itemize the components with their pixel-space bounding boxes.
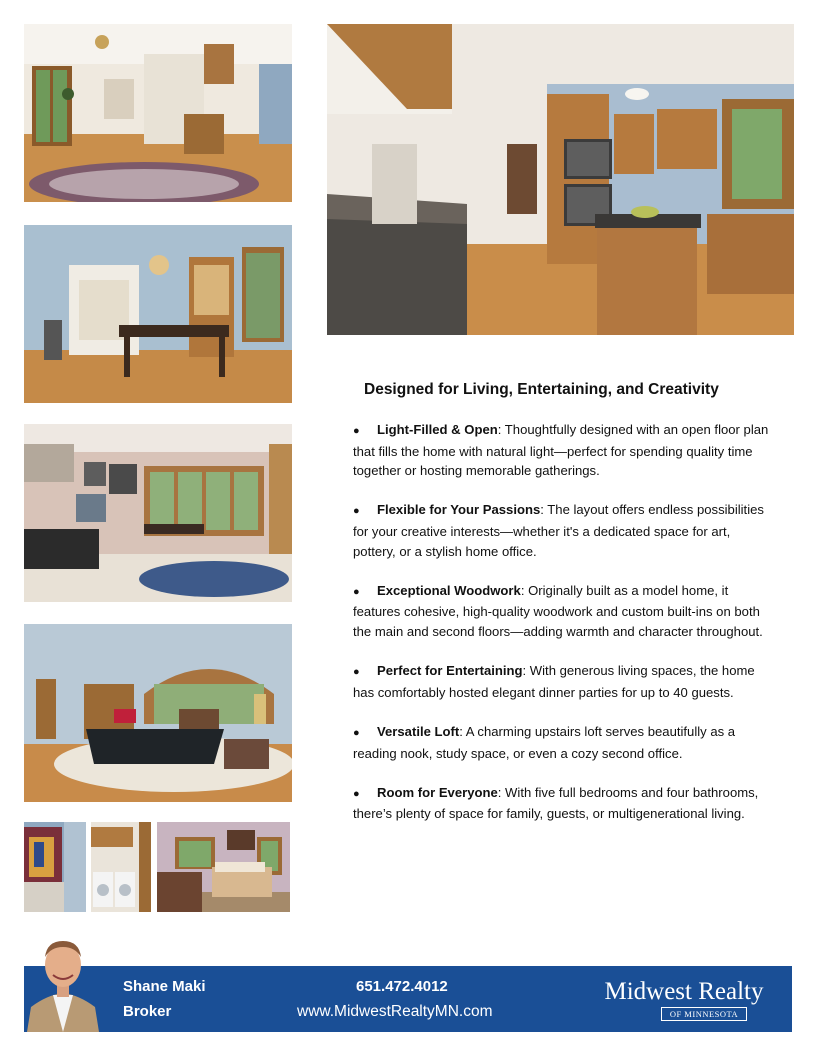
feature-text: : Originally built as a model home, it features cohesive, high-quality woodwork and custom built-ins on both the main and second floors—adding warmth and character throughout. (353, 582, 763, 639)
bullet-icon: ● (353, 787, 360, 800)
feature-text: : The layout offers endless possibilities for your creative interests—whether it's a dedicated space for art, pottery, or a stylish home office. (353, 502, 764, 559)
bullet-icon: ● (353, 726, 360, 739)
feature-item (353, 783, 773, 824)
agent-photo (27, 935, 99, 1032)
bullet-icon: ● (353, 505, 360, 518)
agent-name: Shane Maki (123, 978, 206, 995)
company-logo (598, 978, 770, 1022)
home-office-photo (24, 424, 292, 602)
logo-sub-text: OF MINNESOTA (661, 1007, 747, 1021)
feature-item (353, 420, 773, 481)
mudroom-photo (24, 822, 86, 912)
bullet-icon: ● (353, 585, 360, 598)
kitchen-photo (327, 24, 794, 335)
feature-item (353, 500, 773, 561)
feature-text: : With five full bedrooms and four bathrooms, there’s plenty of space for family, guests, or multigenerational living. (353, 784, 759, 822)
agent-phone[interactable]: 651.472.4012 (356, 978, 448, 995)
bullet-icon: ● (353, 425, 360, 437)
feature-list (353, 420, 773, 843)
feature-item (353, 722, 773, 763)
foyer-photo (24, 24, 292, 202)
section-headline: Designed for Living, Entertaining, and Creativity (364, 381, 719, 398)
feature-text: : A charming upstairs loft serves beautifully as a reading nook, study space, or even a cozy second office. (353, 723, 736, 761)
feature-item (353, 661, 773, 702)
feature-title: Perfect for Entertaining (377, 663, 523, 679)
logo-main-text: Midwest Realty (604, 978, 764, 1005)
feature-title: Room for Everyone (377, 784, 498, 800)
feature-text: : Thoughtfully designed with an open floor plan that fills the home with natural light—perfect for spending quality time together or hosting memorable gatherings. (353, 422, 769, 479)
feature-title: Versatile Loft (377, 723, 460, 739)
laundry-photo (91, 822, 151, 912)
bullet-icon: ● (353, 666, 360, 679)
dining-room-photo (24, 225, 292, 403)
bedroom-photo (157, 822, 290, 912)
agent-title: Broker (123, 1003, 172, 1020)
feature-text: : With generous living spaces, the home has comfortably hosted elegant dinner parties for up to 40 guests. (353, 663, 755, 700)
feature-title: Exceptional Woodwork (377, 582, 521, 598)
website-link[interactable]: www.MidwestRealtyMN.com (297, 1003, 493, 1020)
feature-title: Flexible for Your Passions (377, 502, 541, 518)
feature-item (353, 581, 773, 642)
feature-title: Light-Filled & Open (377, 422, 498, 437)
living-room-photo (24, 624, 292, 802)
